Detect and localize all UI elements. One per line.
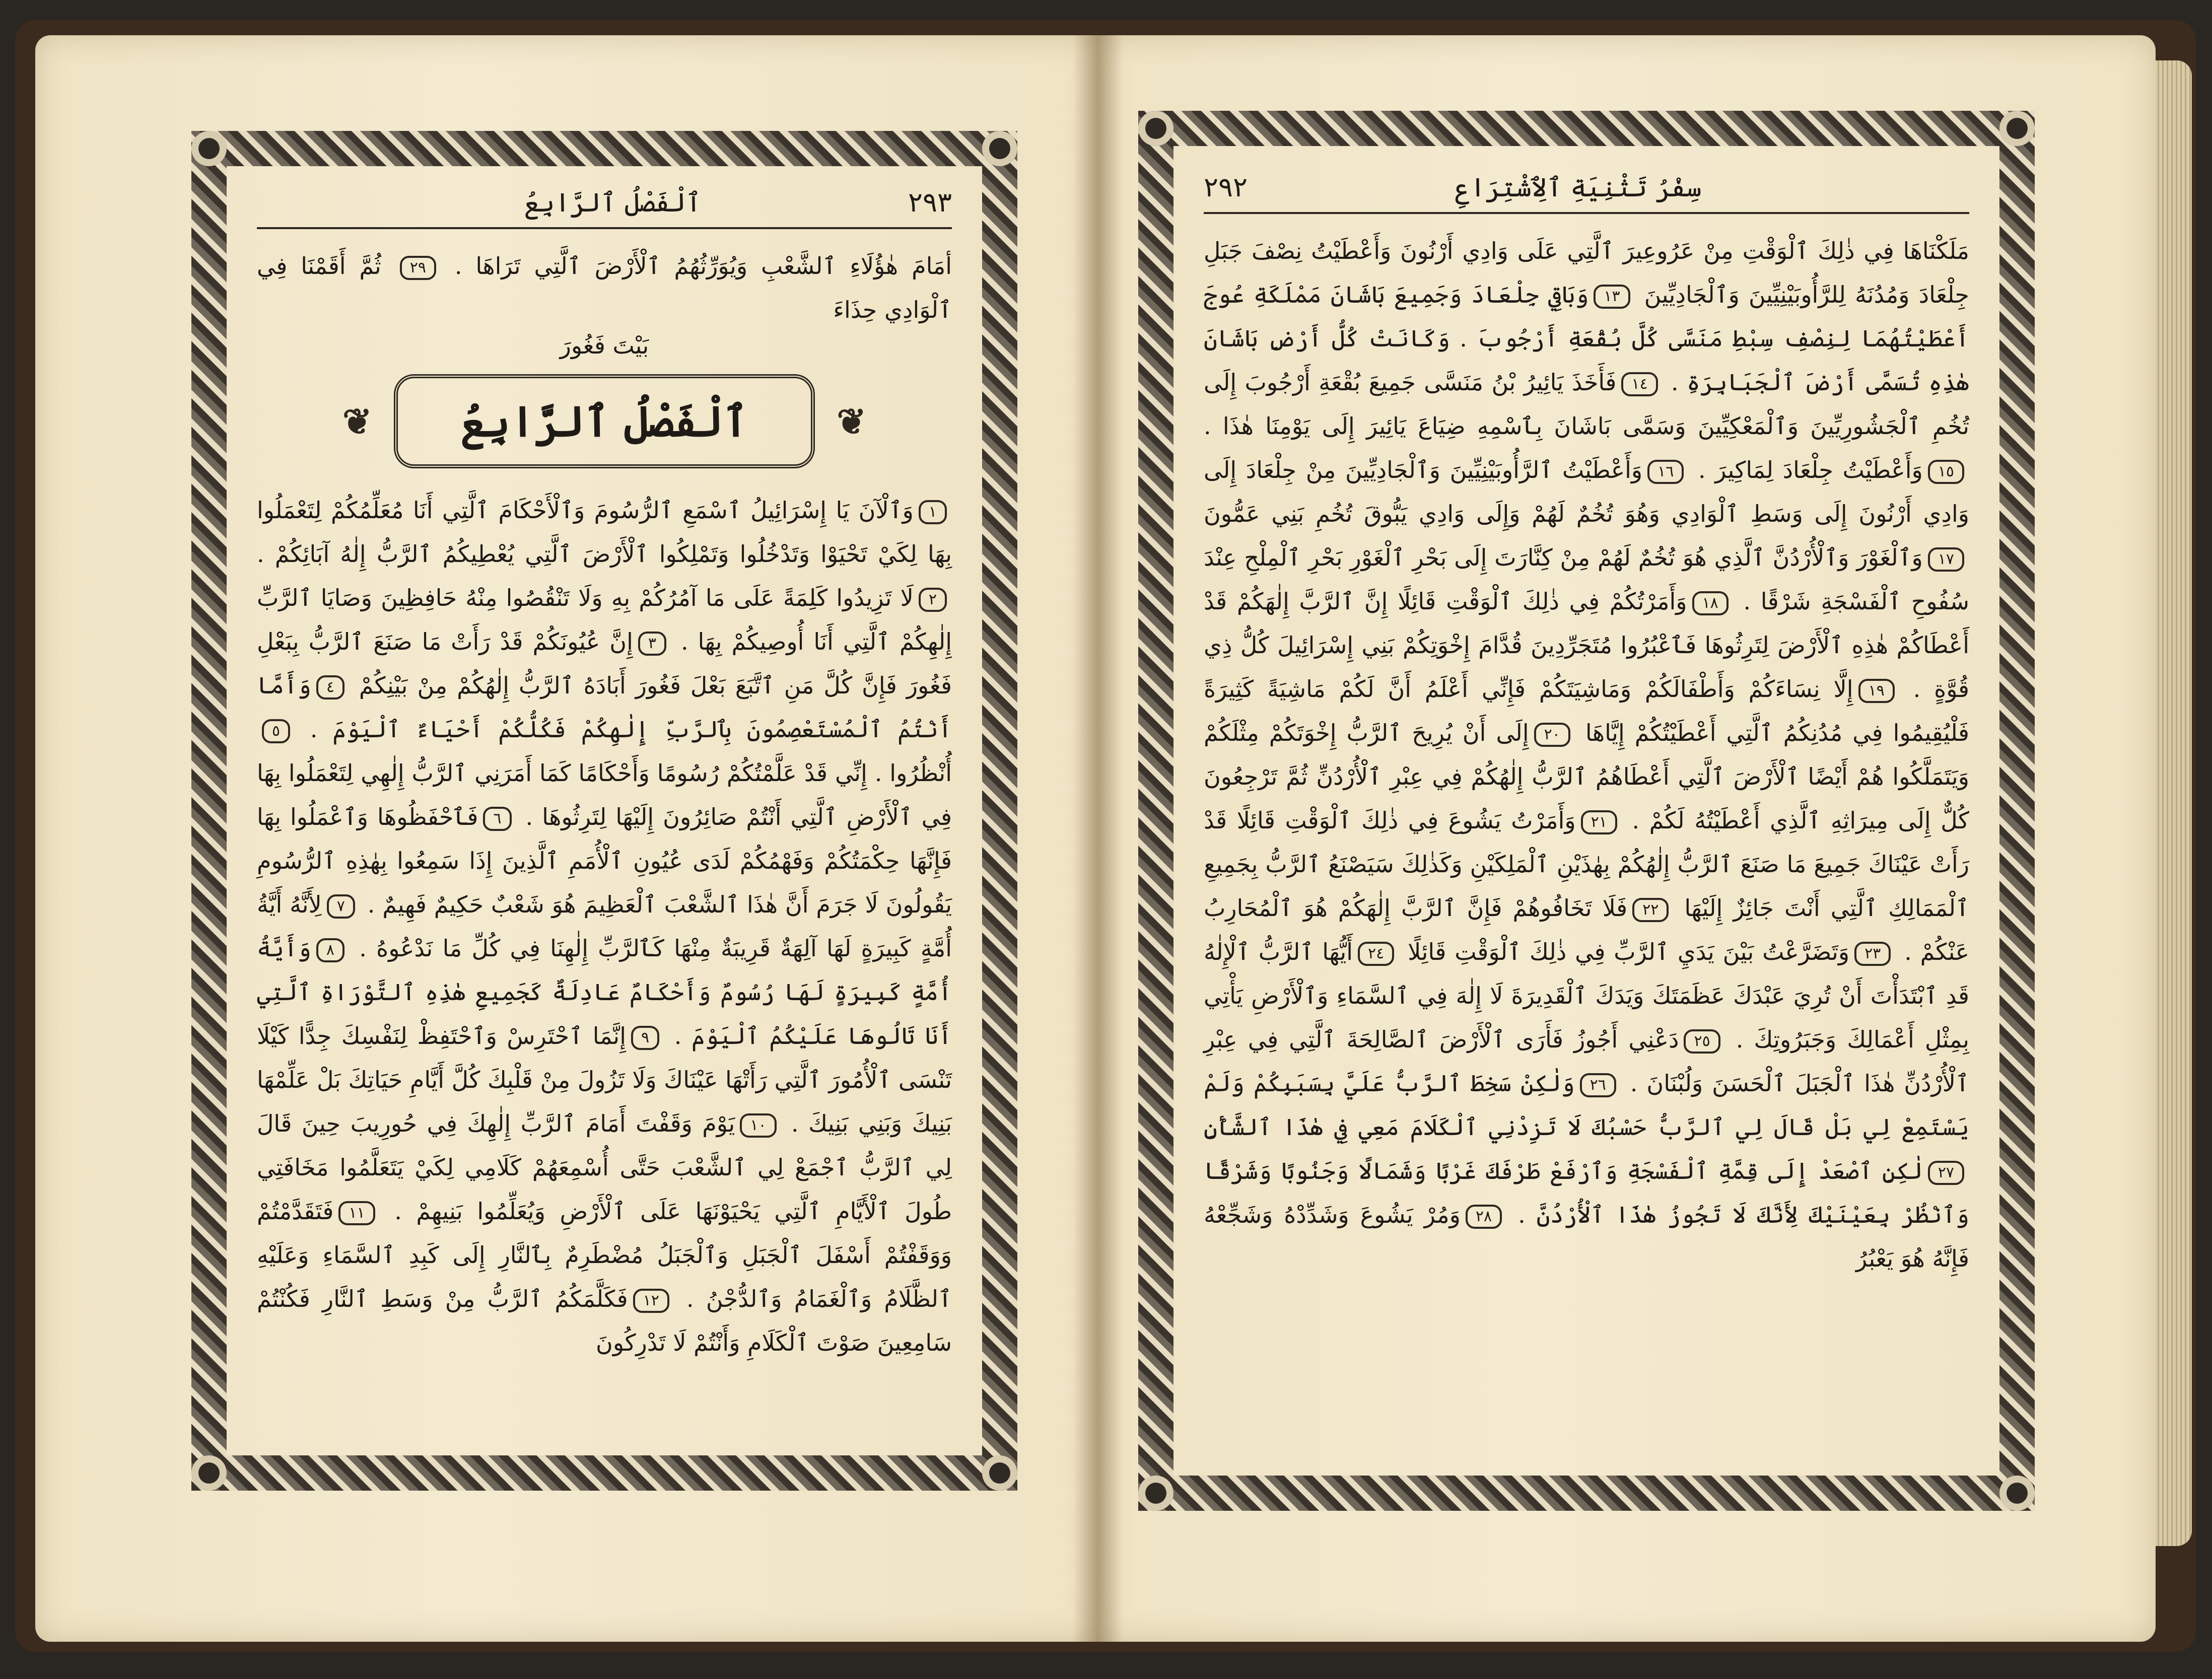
verse-number: ٢	[919, 588, 947, 612]
verse-number: ٦	[483, 807, 511, 831]
verse-text: وَأَعْطَيْتُ ٱلرَّأُوبَيْنِيِّينَ وَٱلْجَادِيِّينَ مِنْ جِلْعَادَ إِلَى وَادِي أَرْنُونَ إِلَى وَسَطِ ٱلْوَادِي وَهُوَ تُخُمٌ لَهُمْ وَإِلَى وَادِي يَبُّوقَ تُخُمِ بَنِي عَمُّونَ	[1204, 456, 1969, 527]
verse-text: لِأَنَّهُ أَيَّةُ أُمَّةٍ كَبِيرَةٍ لَهَا آلِهَةٌ قَرِيبَةٌ مِنْهَا كَٱلرَّبِّ إِلٰهِنَا فِي كُلِّ مَا نَدْعُوهُ .	[257, 891, 952, 962]
corner-ornament-icon	[1999, 1476, 2035, 1511]
verse-text: إِنَّ عُيُونَكُمْ قَدْ رَأَتْ مَا صَنَعَ ٱلرَّبُّ بِبَعْلِ فَغُورَ فَإِنَّ كُلَّ مَنِ ٱتَّبَعَ بَعْلَ فَغُورَ أَبَادَهُ ٱلرَّبُّ إِلٰهُكُمْ مِنْ بَيْنِكُمْ	[257, 628, 952, 699]
verse-text: وَٱلْآنَ يَا إِسْرَائِيلُ ٱسْمَعِ ٱلرُّسُومَ وَٱلْأَحْكَامَ ٱلَّتِي أَنَا مُعَلِّمُكُمْ لِتَعْمَلُوا بِهَا لِكَيْ تَحْيَوْا وَتَدْخُلُوا وَتَمْلِكُوا ٱلْأَرْضَ ٱلَّتِي يُعْطِيكُمُ ٱلرَّبُّ إِلٰهُ آبَائِكُمْ .	[257, 497, 952, 568]
corner-ornament-icon	[982, 131, 1017, 166]
chapter-body	[1204, 229, 1969, 1281]
verse-text: أمَامَ هٰؤُلَاءِ ٱلشَّعْبِ وَيُوَرِّثُهُمُ ٱلْأَرْضَ ٱلَّتِي تَرَاهَا .	[454, 252, 952, 279]
verse-number: ٩	[631, 1026, 659, 1050]
verse-text: لٰكِنِ ٱصْعَدْ إِلَى قِمَّةِ ٱلْفَسْجَةِ وَٱرْفَعْ طَرْفَكَ غَرْبًا وَشَمَالًا وَجَنُوبًا وَشَرْقًا وَٱنْظُرْ بِعَيْنَيْكَ لِأَنَّكَ لَا تَجُوزُ هٰذَا ٱلْأُرْدُنَّ .	[1204, 1157, 1969, 1228]
corner-ornament-icon	[1999, 111, 2035, 146]
verse-number: ٢١	[1581, 810, 1617, 834]
carryover-line: بَيْتَ فَغُورَ	[560, 332, 649, 359]
verse-text: فَلَا تَخَافُوهُمْ فَإِنَّ ٱلرَّبَّ إِلٰهَكُمْ هُوَ ٱلْمُحَارِبُ عَنْكُمْ .	[1204, 894, 1970, 965]
verse-text: أَيُّهَا ٱلرَّبُّ ٱلْإِلٰهُ قَدِ ٱبْتَدَأْتَ أَنْ تُرِيَ عَبْدَكَ عَظَمَتَكَ وَيَدَكَ ٱلْقَدِيرَةَ لَا إِلٰهَ فِي ٱلسَّمَاءِ وَٱلْأَرْضِ يَأْتِي بِمِثْلِ أَعْمَالِكَ وَجَبَرُوتِكَ .	[1204, 938, 1969, 1053]
floral-ornament-icon: ❦	[837, 400, 866, 442]
verse-text: يَوْمَ وَقَفْتَ أَمَامَ ٱلرَّبِّ إِلٰهِكَ فِي حُورِيبَ حِينَ قَالَ لِي ٱلرَّبُّ ٱجْمَعْ لِي ٱلشَّعْبَ حَتَّى أُسْمِعَهُمْ كَلَامِي لِكَيْ يَتَعَلَّمُوا مَخَافَتِي طُولَ ٱلْأَيَّامِ ٱلَّتِي يَحْيَوْنَهَا عَلَى ٱلْأَرْضِ وَيُعَلِّمُوا بَنِيهِمْ .	[257, 1110, 952, 1225]
chapter-heading: ٱلْفَصْلُ ٱلرَّابِعُ	[460, 396, 748, 446]
verse-number: ٢٦	[1580, 1073, 1616, 1097]
corner-ornament-icon	[191, 131, 227, 166]
verse-number: ١٨	[1692, 591, 1729, 615]
verse-text: وَأَيَّةُ أُمَّةٍ كَبِيرَةٍ لَهَا رُسُومٌ وَأَحْكَامٌ عَادِلَةٌ كَجَمِيعِ هٰذِهِ ٱلتَّوْرَاةِ ٱلَّتِي أَنَا تَالُوهَا عَلَيْكُمُ ٱلْيَوْمَ .	[257, 935, 952, 1050]
verse-text: وَبَاقِي جِلْعَادَ وَجَمِيعَ بَاشَانَ مَمْلَكَةِ عُوجَ أَعْطَيْتُهُمَا لِنِصْفِ سِبْطِ مَنَسَّى كُلَّ بُقْعَةِ أَرْجُوبَ . وَكَانَتْ كُلُّ أَرْضِ بَاشَانَ هٰذِهِ تُسَمَّى أَرْضَ ٱلْجَبَابِرَةِ .	[1204, 281, 1969, 396]
verse-text: فَٱحْفَظُوهَا وَٱعْمَلُوا بِهَا فَإِنَّهَا حِكْمَتُكُمْ وَفَهْمُكُمْ لَدَى عُيُونِ ٱلْأُمَمِ ٱلَّذِينَ إِذَا سَمِعُوا بِهٰذِهِ ٱلرُّسُومِ يَقُولُونَ لَا جَرَمَ أَنَّ هٰذَا ٱلشَّعْبَ ٱلْعَظِيمَ هُوَ شَعْبٌ حَكِيمٌ فَهِيمٌ .	[257, 803, 952, 918]
corner-ornament-icon	[1138, 111, 1173, 146]
carryover-paragraph	[257, 244, 952, 332]
verse-number: ١٩	[1858, 679, 1895, 703]
verse-number: ١٠	[740, 1113, 776, 1138]
verse-text: فَكَلَّمَكُمُ ٱلرَّبُّ مِنْ وَسَطِ ٱلنَّارِ فَكُنْتُمْ سَامِعِينَ صَوْتَ ٱلْكَلَامِ وَأَنْتُمْ لَا تَدْرِكُونَ	[257, 1285, 952, 1356]
verse-number: ٣	[638, 632, 666, 656]
verse-text: وَأَمَرْتُكُمْ فِي ذٰلِكَ ٱلْوَقْتِ قَائِلًا إِنَّ ٱلرَّبَّ إِلٰهَكُمْ قَدْ أَعْطَاكُمْ هٰذِهِ ٱلْأَرْضَ لِتَرِثُوهَا فَٱعْبُرُوا مُتَجَرِّدِينَ قُدَّامَ إِخْوَتِكُمْ بَنِي إِسْرَائِيلَ كُلُّ ذِي قُوَّةٍ .	[1204, 588, 1969, 703]
chapter-body	[257, 488, 952, 1365]
running-title: ٱلْفَصْلُ ٱلرَّابِعُ	[524, 188, 702, 218]
verse-number: ٧	[327, 894, 355, 919]
verse-text: وَأَمَرْتُ يَشُوعَ فِي ذٰلِكَ ٱلْوَقْتِ قَائِلًا قَدْ رَأَتْ عَيْنَاكَ جَمِيعَ مَا صَنَعَ ٱلرَّبُّ إِلٰهُكُمْ بِهٰذَيْنِ ٱلْمَلِكَيْنِ وَكَذٰلِكَ سَيَصْنَعُ ٱلرَّبُّ بِجَمِيعِ ٱلْمَمَالِكِ ٱلَّتِي أَنْتَ جَائِزٌ إِلَيْهَا	[1204, 807, 1969, 922]
verse-number: ١	[919, 500, 947, 524]
page-number: ٢٩٢	[1204, 171, 1248, 203]
verse-number: ١٦	[1647, 460, 1684, 484]
verse-number: ٤	[316, 675, 344, 699]
right-page-header	[1204, 171, 1969, 214]
verse-number: ٢٥	[1684, 1029, 1720, 1054]
verse-text: إِلَّا نِسَاءَكُمْ وَأَطْفَالَكُمْ وَمَاشِيَتَكُمْ فَإِنِّي أَعْلَمُ أَنَّ لَكُمْ مَاشِيَةً كَثِيرَةً فَلْيُقِيمُوا فِي مُدُنِكُمُ ٱلَّتِي أَعْطَيْتُكُمْ إِيَّاهَا	[1204, 675, 1969, 746]
verse-text: دَعْنِي أَجُوزُ فَأَرَى ٱلْأَرْضَ ٱلصَّالِحَةَ ٱلَّتِي فِي عِبْرِ ٱلْأُرْدُنِّ هٰذَا ٱلْجَبَلَ ٱلْحَسَنَ وَلُبْنَانَ .	[1204, 1026, 1969, 1097]
verse-number: ٢٠	[1534, 723, 1570, 747]
verse-text: وَأَمَّا أَنْتُمُ ٱلْمُسْتَعْصِمُونَ بِٱلرَّبِّ إِلٰهِكُمْ فَكُلُّكُمْ أَحْيَاءٌ ٱلْيَوْمَ .	[257, 672, 952, 743]
verse-text: إِلَى أَنْ يُرِيحَ ٱلرَّبُّ إِخْوَتَكُمْ مِثْلَكُمْ وَيَتَمَلَّكُوا هُمْ أَيْضًا ٱلْأَرْضَ ٱلَّتِي أَعْطَاهُمُ ٱلرَّبُّ إِلٰهُكُمْ فِي عِبْرِ ٱلْأُرْدُنِّ ثُمَّ تَرْجِعُونَ كُلٌّ إِلَى مِيرَاثِهِ ٱلَّذِي أَعْطَيْتُهُ لَكُمْ .	[1204, 719, 1970, 834]
verse-text: وَتَضَرَّعْتُ بَيْنَ يَدَيِ ٱلرَّبِّ فِي ذٰلِكَ ٱلْوَقْتِ قَائِلًا	[1408, 938, 1850, 965]
verse-text: مَلَكْنَاهَا فِي ذٰلِكَ ٱلْوَقْتِ مِنْ عَرُوعِيرَ ٱلَّتِي عَلَى وَادِي أَرْنُونَ وَأَعْطَيْتُ نِصْفَ جَبَلِ جِلْعَادَ وَمُدُنَهُ لِلرَّأُوبَيْنِيِّينَ وَٱلْجَادِيِّينَ	[1204, 237, 1969, 308]
floral-ornament-icon: ❦	[342, 400, 372, 442]
right-text-block	[1204, 171, 1969, 1450]
verse-number: ١٧	[1928, 547, 1964, 572]
chapter-heading-box	[342, 374, 866, 468]
verse-text: ثُمَّ أَقَمْنَا فِي ٱلْوَادِي حِذَاءَ	[257, 252, 952, 323]
verse-text: فَأَخَذَ يَائِيرُ بْنُ مَنَسَّى جَمِيعَ بُقْعَةِ أَرْجُوبَ إِلَى تُخُمِ ٱلْجَشُورِيِّينَ وَٱلْمَعْكِيِّينَ وَسَمَّى بَاشَانَ بِٱسْمِهِ ضِيَاعَ يَائِيرَ إِلَى يَوْمِنَا هٰذَا .	[1204, 369, 1969, 440]
verse-text: وَمُرْ يَشُوعَ وَشَدِّدْهُ وَشَجِّعْهُ فَإِنَّهُ هُوَ يَعْبُرُ	[1204, 1201, 1969, 1272]
verse-number: ١٢	[633, 1289, 669, 1313]
running-title: سِفْرُ تَثْنِيَةِ ٱلِٱشْتِرَاعِ	[1455, 173, 1702, 203]
verse-number: ٨	[316, 938, 344, 962]
page-number: ٢٩٣	[908, 186, 952, 218]
verse-text: أُنْظُرُوا . إِنِّي قَدْ عَلَّمْتُكُمْ رُسُومًا وَأَحْكَامًا كَمَا أَمَرَنِي ٱلرَّبُّ إِلٰهِي لِتَعْمَلُوا بِهَا فِي ٱلْأَرْضِ ٱلَّتِي أَنْتُمْ صَائِرُونَ إِلَيْهَا لِتَرِثُوهَا .	[257, 759, 952, 830]
verse-text: إِنَّمَا ٱحْتَرِسْ وَٱحْتَفِظْ لِنَفْسِكَ جِدًّا كَيْلَا تَنْسَى ٱلْأُمُورَ ٱلَّتِي رَأَتْهَا عَيْنَاكَ وَلَا تَزُولَ مِنْ قَلْبِكَ كُلَّ أَيَّامِ حَيَاتِكَ بَلْ عَلِّمْهَا بَنِيكَ وَبَنِي بَنِيكَ .	[257, 1022, 952, 1137]
verse-text: وَأَعْطَيْتُ جِلْعَادَ لِمَاكِيرَ .	[1698, 456, 1923, 483]
verse-text: وَٱلْغَوْرَ وَٱلْأُرْدُنَّ ٱلَّذِي هُوَ تُخُمٌ لَهُمْ مِنْ كِنَّارَتَ إِلَى بَحْرِ ٱلْغَوْرِ بَحْرِ ٱلْمِلْحِ عِنْدَ سُفُوحِ ٱلْفَسْجَةِ شَرْقًا .	[1204, 544, 1969, 615]
verse-number: ١٥	[1928, 460, 1964, 484]
corner-ornament-icon	[1138, 1476, 1173, 1511]
left-text-block	[257, 186, 952, 1425]
verse-text: وَلٰكِنْ سَخِطَ ٱلرَّبُّ عَلَيَّ بِسَبَبِكُمْ وَلَمْ يَسْتَمِعْ لِي بَلْ قَالَ لِي ٱلرَّبُّ حَسْبُكَ لَا تَزِدْنِي ٱلْكَلَامَ مَعِي فِي هٰذَا ٱلشَّأْنِ	[1204, 1070, 1969, 1141]
left-page-header	[257, 186, 952, 229]
verse-number: ٢٨	[1466, 1205, 1502, 1229]
corner-ornament-icon	[982, 1455, 1017, 1491]
verse-number: ٢٩	[400, 256, 436, 280]
corner-ornament-icon	[191, 1455, 227, 1491]
verse-number: ٢٧	[1928, 1161, 1964, 1185]
verse-text: فَتَقَدَّمْتُمْ وَوَقَفْتُمْ أَسْفَلَ ٱلْجَبَلِ وَٱلْجَبَلُ مُضْطَرِمٌ بِٱلنَّارِ إِلَى كَبِدِ ٱلسَّمَاءِ وَعَلَيْهِ ٱلظَّلَامُ وَٱلْغَمَامُ وَٱلدُّجْنُ .	[257, 1198, 952, 1312]
verse-number: ١٤	[1621, 372, 1657, 396]
verse-text: لَا تَزِيدُوا كَلِمَةً عَلَى مَا آمُرُكُمْ بِهِ وَلَا تَنْقُصُوا مِنْهُ حَافِظِينَ وَصَايَا ٱلرَّبِّ إِلٰهِكُمْ ٱلَّتِي أَنَا أُوصِيكُمْ بِهَا .	[257, 584, 952, 655]
verse-number: ٢٤	[1358, 942, 1394, 966]
verse-number: ١٣	[1594, 285, 1630, 309]
verse-number: ٢٣	[1854, 942, 1891, 966]
verse-number: ٥	[262, 719, 290, 743]
verse-number: ١١	[338, 1201, 375, 1225]
book-gutter	[1073, 35, 1123, 1642]
verse-number: ٢٢	[1632, 898, 1669, 922]
